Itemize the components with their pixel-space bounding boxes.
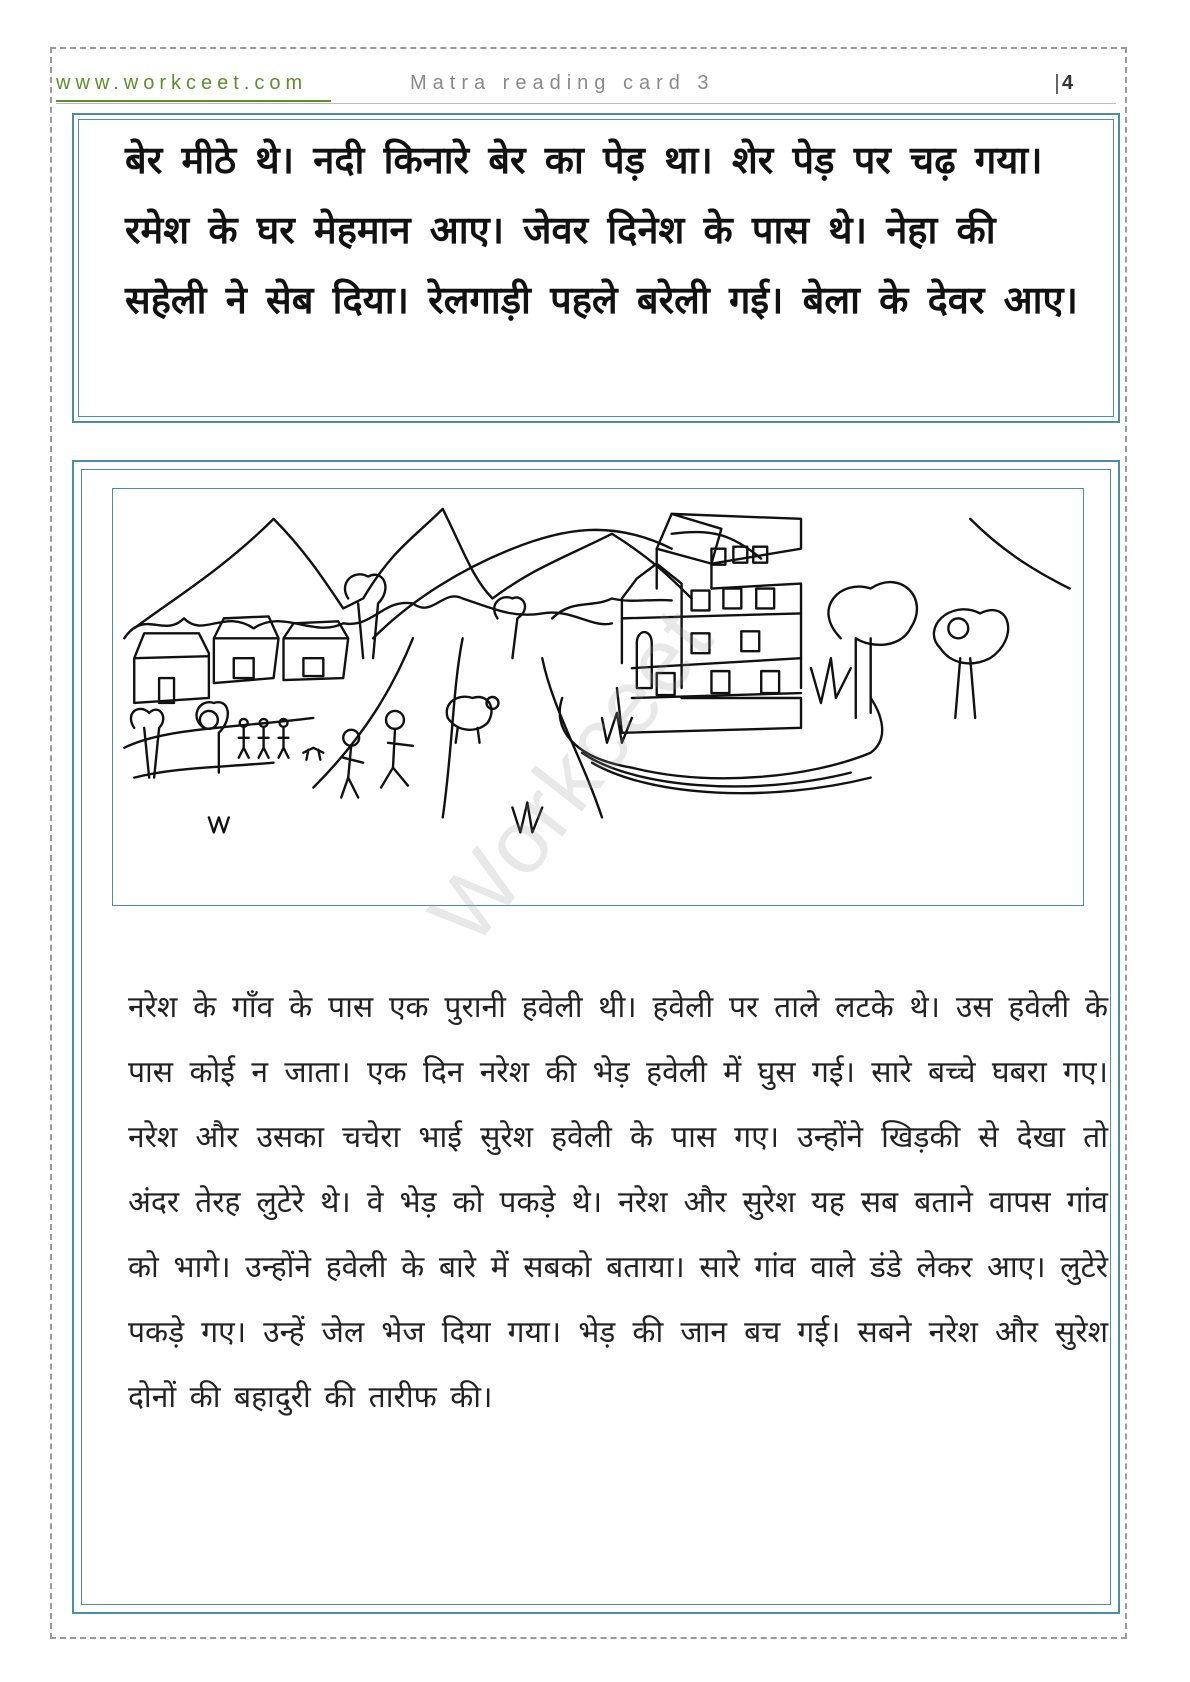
sentences-text: बेर मीठे थे। नदी किनारे बेर का पेड़ था। शेर पेड़ पर चढ़ गया। रमेश के घर मेहमान आए। जेवर दिनेश के पास थे। नेहा की सहेली ने सेब दिया। रेलगाड़ी पहले बरेली गई। बेला के देवर आए। xyxy=(125,138,1078,322)
watermark: Workceet xyxy=(410,589,733,963)
page-number xyxy=(1056,72,1073,95)
header-rule xyxy=(56,103,1116,104)
page-header xyxy=(56,72,1116,102)
site-link[interactable]: www.workceet.com xyxy=(56,72,308,94)
page-number-value: 4 xyxy=(1062,72,1074,94)
site-link-underline xyxy=(56,100,331,102)
page-number-divider xyxy=(1056,74,1058,94)
story-text: नरेश के गाँव के पास एक पुरानी हवेली थी। हवेली पर ताले लटके थे। उस हवेली के पास कोई न जाता। एक दिन नरेश की भेड़ हवेली में घुस गई। सारे बच्चे घबरा गए। नरेश और उसका चचेरा भाई सुरेश हवेली के पास गए। उन्होंने खिड़की से देखा तो अंदर तेरह लुटेरे थे। वे भेड़ को पकड़े थे। नरेश और सुरेश यह सब बताने वापस गांव को भागे। उन्होंने हवेली के बारे में सबको बताया। सारे गांव वाले डंडे लेकर आए। लुटेरे पकड़े गए। उन्हें जेल भेज दिया गया। भेड़ की जान बच गई। सबने नरेश और सुरेश दोनों की बहादुरी की तारीफ की। xyxy=(128,990,1108,1415)
card-title: Matra reading card 3 xyxy=(410,72,715,94)
